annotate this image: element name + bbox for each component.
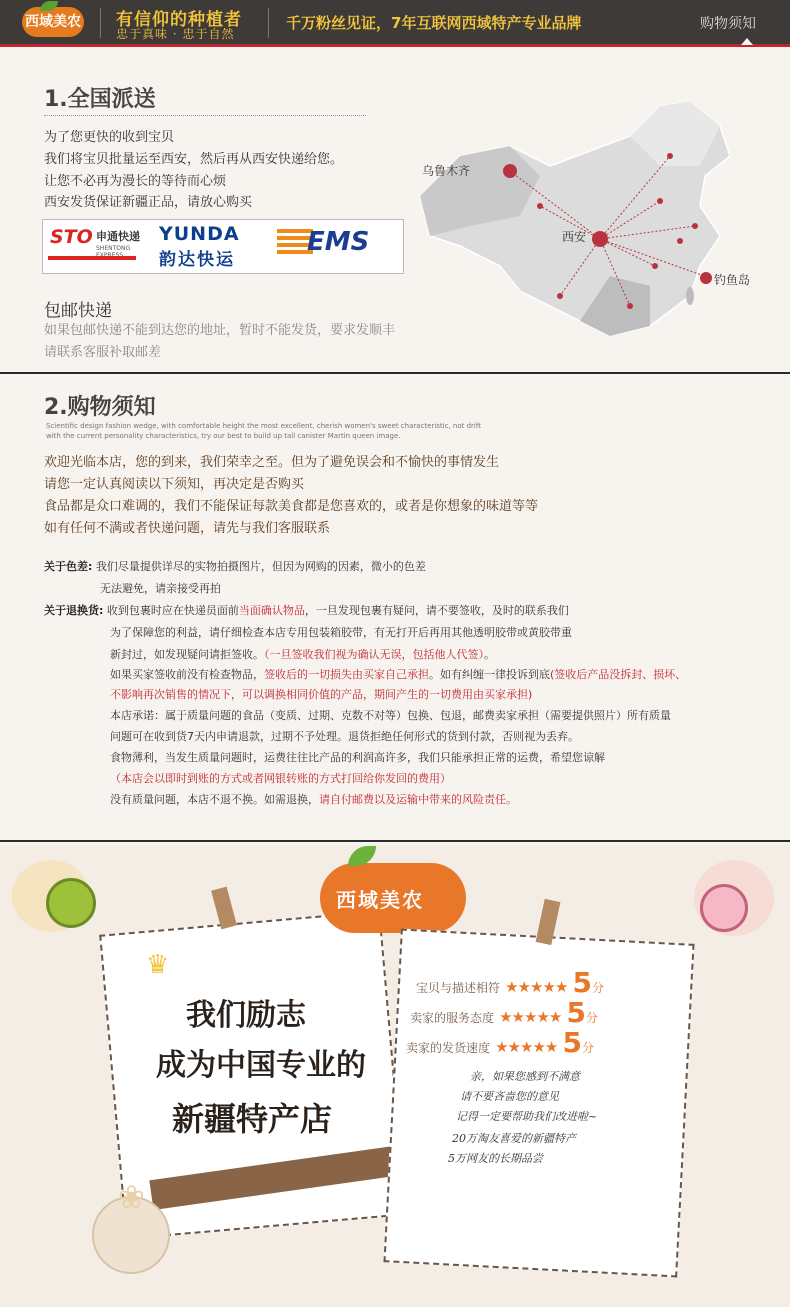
- color-diff-text: 无法避免，请亲接受再拍: [100, 582, 221, 595]
- return-row: [110, 789, 517, 810]
- green-button-icon: [46, 878, 96, 928]
- crown-icon: ♛: [146, 950, 170, 980]
- nav-shopping-notice[interactable]: 购物须知: [700, 16, 756, 32]
- free-shipping-text: 请联系客服补取邮差: [44, 345, 162, 360]
- header-divider: [100, 8, 101, 38]
- rating-row: [416, 966, 604, 999]
- free-shipping-title: 包邮快递: [44, 301, 112, 321]
- color-diff-row: [44, 556, 426, 577]
- xian-marker: [592, 231, 608, 247]
- nav-active-indicator: [741, 38, 753, 45]
- return-text: 如果买家签收前没有检查物品，: [110, 668, 264, 681]
- sto-name: 申通快递: [96, 230, 140, 243]
- map-label-xian: 西安: [562, 230, 587, 244]
- notice-intro: 请您一定认真阅读以下须知，再决定是否购买: [44, 477, 305, 492]
- pink-button-icon: [700, 884, 748, 932]
- taiwan-island: [686, 287, 694, 305]
- rating-unit: 分: [591, 981, 604, 995]
- sto-english: SHENTONG: [96, 245, 131, 252]
- handwritten-note: 20万淘友喜爱的新疆特产: [452, 1132, 576, 1145]
- section-title-notice: 2.购物须知: [44, 395, 156, 420]
- return-text: ，一旦发现包裹有疑问，请不要签收，及时的联系我们: [304, 604, 569, 617]
- return-row: [110, 664, 686, 685]
- notice-intro: 如有任何不满或者快递问题，请先与我们客服联系: [44, 521, 331, 536]
- section-title-delivery: 1.全国派送: [44, 87, 156, 112]
- english-tagline: Scientific design fashion wedge, with comfortable height the most excellent, cherish women's sweet characteristic, not drift: [46, 422, 481, 430]
- return-highlight: （一旦签收我们视为确认无误，包括他人代签）: [264, 648, 484, 661]
- return-text: 。如有纠缠一律投诉到底: [429, 668, 550, 681]
- handwritten-note: 记得一定要帮助我们改进啦~: [456, 1110, 598, 1123]
- header-slogan: 有信仰的种植者: [116, 10, 242, 30]
- rating-score: 5: [562, 1026, 582, 1059]
- delivery-text: 让您不必再为漫长的等待而心烦: [44, 174, 227, 189]
- section-separator: [0, 840, 790, 842]
- rating-stars: ★★★★★: [499, 1008, 562, 1026]
- rating-stars: ★★★★★: [505, 978, 568, 996]
- delivery-text: 西安发货保证新疆正品，请放心购买: [44, 195, 253, 210]
- ems-text: EMS: [307, 227, 370, 257]
- header-divider: [268, 8, 269, 38]
- return-highlight: （本店会以即时到账的方式或者网银转账的方式打回给你发回的费用）: [110, 772, 451, 785]
- delivery-text: 我们将宝贝批量运至西安，然后再从西安快递给您。: [44, 152, 344, 167]
- return-text: 问题可在收到货7天内申请退款，过期不予处理。退货拒绝任何形式的货到付款，否则视为丢弃。: [110, 730, 579, 743]
- rating-label: 宝贝与描述相符: [416, 981, 501, 995]
- map-label-urumqi: 乌鲁木齐: [422, 164, 471, 178]
- return-text: 为了保障您的利益，请仔细检查本店专用包装箱胶带，有无打开后再用其他透明胶带或黄胶带重: [110, 626, 572, 639]
- return-text: 收到包裹时应在快递员面前: [106, 604, 239, 617]
- yunda-logo: [153, 223, 265, 270]
- handwritten-note: 5万网友的长期品尝: [448, 1152, 543, 1165]
- rating-label: 卖家的服务态度: [410, 1011, 495, 1025]
- return-text: 。: [484, 648, 495, 661]
- rating-row: [406, 1026, 594, 1059]
- urumqi-marker: [503, 164, 517, 178]
- bow-icon: ❀: [118, 1178, 145, 1216]
- rating-unit: 分: [581, 1041, 594, 1055]
- sto-underline: [48, 256, 136, 260]
- sto-express-logo: [46, 223, 140, 267]
- return-highlight: 当面确认物品: [238, 604, 305, 617]
- diaoyu-marker: [700, 272, 712, 284]
- rating-unit: 分: [585, 1011, 598, 1025]
- motto-line: 我们励志: [186, 998, 306, 1033]
- map-label-diaoyu: 钓鱼岛: [714, 273, 751, 287]
- return-text: 食物薄利，当发生质量问题时，运费往往比产品的利润高许多，我们只能承担正常的运费，希望您谅解: [110, 751, 605, 764]
- return-label: 关于退换货:: [44, 604, 104, 617]
- handwritten-note: 请不要吝啬您的意见: [460, 1090, 559, 1103]
- rating-row: [410, 996, 598, 1029]
- badge-text: 西域美农: [336, 888, 424, 912]
- yunda-chinese: 韵达快运: [159, 250, 235, 270]
- free-shipping-text: 如果包邮快递不能到达您的地址，暂时不能发货，要求发顺丰: [44, 323, 396, 338]
- motto-line: 新疆特产店: [172, 1100, 333, 1138]
- dotted-divider: [44, 115, 366, 116]
- brand-statement: 千万粉丝见证，7年互联网西域特产专业品牌: [286, 14, 582, 32]
- china-delivery-map: [400, 96, 790, 356]
- english-tagline: with the current personality characteristics, try our best to build up tall canister Martin queen image.: [46, 432, 401, 440]
- return-row: [44, 600, 569, 621]
- ems-logo: [273, 223, 393, 267]
- delivery-text: 为了您更快的收到宝贝: [44, 130, 175, 145]
- return-text: 没有质量问题，本店不退不换。如需退换，: [110, 793, 319, 806]
- motto-line: 成为中国专业的: [156, 1048, 366, 1083]
- handwritten-note: 亲，如果您感到不满意: [470, 1070, 580, 1083]
- color-diff-label: 关于色差:: [44, 560, 93, 573]
- sto-logo-mark: STO: [50, 226, 93, 248]
- return-highlight: 请自付邮费以及运输中带来的风险责任。: [319, 793, 517, 806]
- hainan-island: [607, 322, 623, 334]
- rating-score: 5: [566, 996, 586, 1029]
- notice-intro: 食品都是众口难调的，我们不能保证每款美食都是您喜欢的，或者是你想象的味道等等: [44, 499, 539, 514]
- return-highlight: (签收后产品没拆封、损坏、: [550, 668, 687, 681]
- header-subslogan: 忠于真味 · 忠于自然: [116, 27, 235, 41]
- rating-label: 卖家的发货速度: [406, 1041, 491, 1055]
- rating-stars: ★★★★★: [495, 1038, 558, 1056]
- section-separator: [0, 372, 790, 374]
- brand-logo[interactable]: 西域美农: [22, 7, 84, 37]
- return-text: 本店承诺：属于质量问题的食品（变质、过期、克数不对等）包换、包退，邮费卖家承担（需要提供照片）所有质量: [110, 709, 671, 722]
- notice-intro: 欢迎光临本店，您的到来，我们荣幸之至。但为了避免误会和不愉快的事情发生: [44, 455, 500, 470]
- return-highlight: 不影响再次销售的情况下，可以调换相同价值的产品，期间产生的一切费用由买家承担): [110, 688, 533, 701]
- yunda-english: YUNDA: [159, 223, 240, 245]
- return-highlight: 签收后的一切损失由买家自己承担: [264, 668, 429, 681]
- color-diff-text: 我们尽量提供详尽的实物拍摄图片，但因为网购的因素，微小的色差: [95, 560, 426, 573]
- return-text: 新封过，如发现疑问请拒签收。: [110, 648, 264, 661]
- return-row: [110, 644, 495, 665]
- rating-score: 5: [572, 966, 592, 999]
